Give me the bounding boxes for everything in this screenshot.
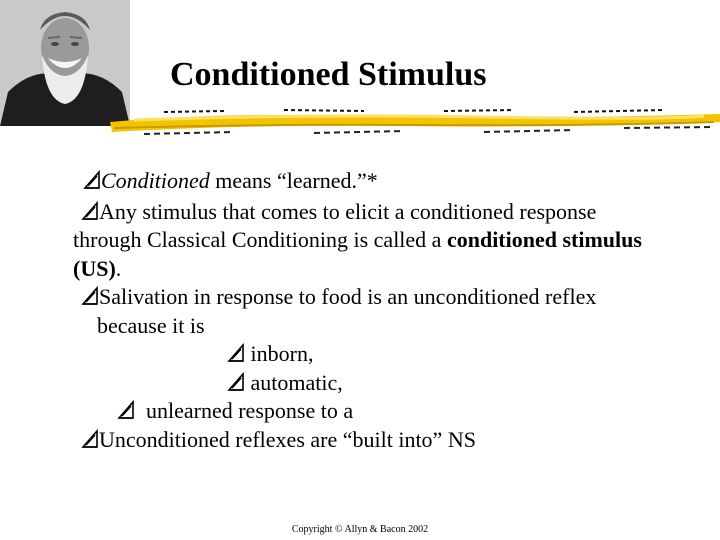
line-inborn: inborn, — [227, 343, 313, 365]
zapf-bullet-icon — [117, 400, 135, 420]
zapf-bullet-icon — [81, 201, 99, 221]
title-underline-brushstroke — [104, 98, 720, 138]
line-conditioned-meaning: Conditioned means “learned.”* — [83, 170, 378, 192]
slide-title: Conditioned Stimulus — [170, 56, 487, 93]
line-unlearned: unlearned response to a — [117, 400, 353, 422]
zapf-bullet-icon — [81, 429, 99, 449]
term-conditioned: Conditioned — [101, 168, 210, 193]
zapf-bullet-icon — [81, 286, 99, 306]
zapf-bullet-icon — [227, 372, 245, 392]
line-salivation: Salivation in response to food is an unconditioned reflex — [81, 286, 596, 308]
term-conditioned-stimulus: conditioned stimulus — [446, 227, 642, 252]
zapf-bullet-icon — [83, 170, 101, 190]
line-any-stimulus: Any stimulus that comes to elicit a conditioned response — [81, 201, 596, 223]
line-because: because it is — [97, 313, 205, 338]
line-automatic: automatic, — [227, 372, 343, 394]
copyright-footer: Copyright © Allyn & Bacon 2002 — [291, 524, 429, 535]
zapf-bullet-icon — [227, 343, 245, 363]
line-classical-conditioning: through Classical Conditioning is called a conditioned stimulus — [73, 227, 642, 252]
line-us: (US). — [73, 256, 122, 281]
line-unconditioned-reflexes: Unconditioned reflexes are “built into” NS — [81, 429, 476, 451]
